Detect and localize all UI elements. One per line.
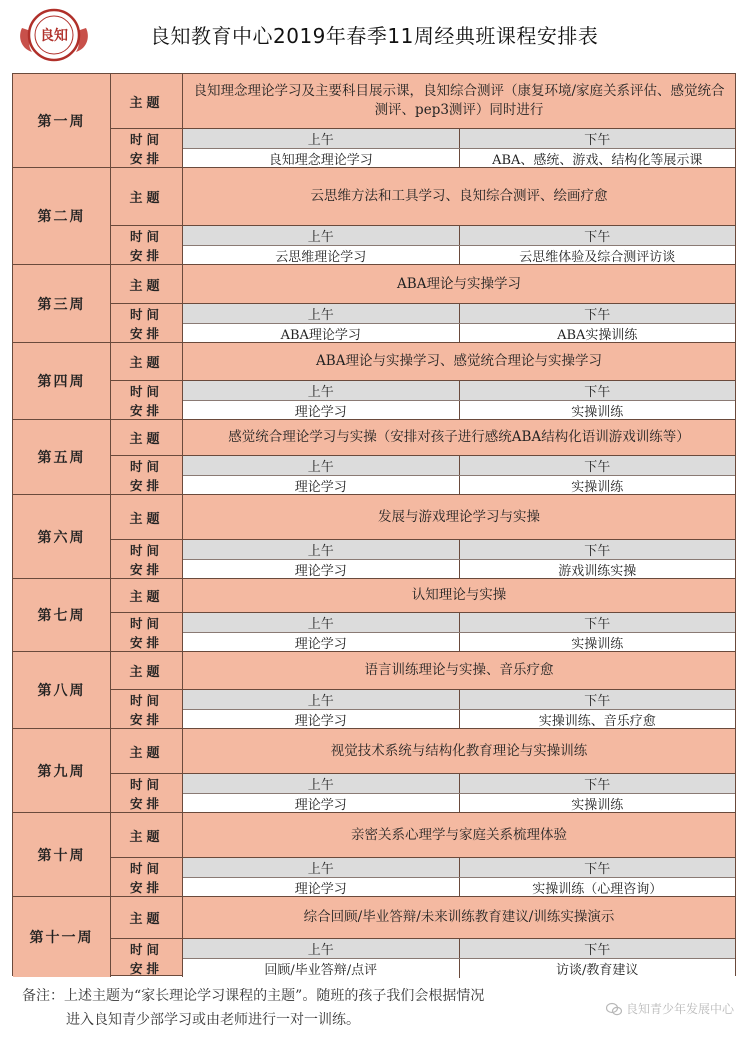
week-label: 第四周 [13, 343, 111, 419]
theme-label: 主题 [111, 495, 183, 539]
week-label: 第一周 [13, 74, 111, 167]
footnote-line-1: 备注：上述主题为“家长理论学习课程的主题”。随班的孩子我们会根据情况 [22, 988, 485, 1004]
afternoon-cell: 下午 [584, 544, 611, 559]
week-theme: 发展与游戏理论学习与实操 [183, 495, 735, 539]
activity-line [183, 710, 735, 729]
schedule-row [111, 381, 735, 419]
activity-line [183, 633, 735, 652]
morning-activity: 理论学习 [183, 794, 460, 813]
schedule-grid [183, 939, 735, 977]
morning-activity: 回顾/毕业答辩/点评 [183, 959, 460, 978]
activity-line [183, 149, 735, 168]
week-theme: ABA理论与实操学习、感觉统合理论与实操学习 [183, 343, 735, 380]
afternoon-activity: 实操训练 [571, 637, 624, 652]
schedule-row [111, 613, 735, 651]
arrangement-label: 安排 [129, 247, 163, 263]
theme-label: 主题 [111, 813, 183, 857]
theme-label: 主题 [111, 652, 183, 689]
schedule-grid [183, 858, 735, 896]
afternoon-activity: 实操训练 [571, 480, 624, 495]
schedule-row [111, 226, 735, 264]
week-theme: 感觉统合理论学习与实操（安排对孩子进行感统ABA结构化语训游戏训练等） [183, 420, 735, 455]
arrangement-label: 安排 [129, 150, 163, 166]
activity-line [183, 324, 735, 343]
time-label: 时间 [129, 131, 163, 147]
theme-label: 主题 [111, 897, 183, 938]
week-body [111, 168, 735, 264]
theme-row [111, 343, 735, 381]
activity-line [183, 878, 735, 897]
schedule-grid [183, 690, 735, 728]
time-line [183, 540, 735, 560]
activity-line [183, 401, 735, 420]
time-label: 时间 [129, 458, 163, 474]
winged-seal-logo-icon [16, 6, 92, 64]
watermark-text: 良知青少年发展中心 [625, 1002, 734, 1016]
week-label: 第五周 [13, 420, 111, 494]
schedule-grid [183, 613, 735, 651]
arrangement-label: 安排 [129, 879, 163, 895]
time-label: 时间 [129, 692, 163, 708]
theme-row [111, 495, 735, 540]
morning-activity: ABA理论学习 [183, 324, 460, 343]
schedule-grid [183, 774, 735, 812]
week-theme: 良知理念理论学习及主要科目展示课，良知综合测评（康复环境/家庭关系评估、感觉统合测评、pep3测评）同时进行 [183, 74, 735, 128]
schedule-grid [183, 226, 735, 264]
schedule-labels [111, 939, 183, 977]
wechat-icon [606, 1002, 622, 1016]
arrangement-label: 安排 [129, 477, 163, 493]
morning-activity: 良知理念理论学习 [183, 149, 460, 168]
morning-activity: 理论学习 [183, 560, 460, 579]
header [0, 0, 748, 70]
week-theme: 认知理论与实操 [183, 579, 735, 612]
afternoon-activity: 实操训练 [571, 405, 624, 420]
activity-line [183, 959, 735, 978]
morning-cell: 上午 [183, 129, 460, 148]
time-line [183, 226, 735, 246]
afternoon-cell: 下午 [584, 308, 611, 323]
week-row [13, 495, 735, 579]
afternoon-cell: 下午 [584, 862, 611, 877]
footnote [22, 984, 484, 1032]
schedule-grid [183, 540, 735, 578]
week-label: 第二周 [13, 168, 111, 264]
theme-label: 主题 [111, 74, 183, 128]
time-line [183, 129, 735, 149]
time-label: 时间 [129, 383, 163, 399]
schedule-labels [111, 690, 183, 728]
time-line [183, 381, 735, 401]
time-label: 时间 [129, 941, 163, 957]
afternoon-cell: 下午 [584, 385, 611, 400]
week-row [13, 813, 735, 897]
time-line [183, 858, 735, 878]
week-theme: 视觉技术系统与结构化教育理论与实操训练 [183, 729, 735, 773]
week-body [111, 495, 735, 578]
arrangement-label: 安排 [129, 561, 163, 577]
afternoon-cell: 下午 [584, 617, 611, 632]
schedule-labels [111, 858, 183, 896]
morning-cell: 上午 [183, 939, 460, 958]
week-row [13, 579, 735, 652]
week-row [13, 729, 735, 813]
theme-label: 主题 [111, 729, 183, 773]
week-body [111, 729, 735, 812]
schedule-labels [111, 226, 183, 264]
schedule-grid [183, 456, 735, 494]
schedule-labels [111, 774, 183, 812]
morning-cell: 上午 [183, 456, 460, 475]
morning-cell: 上午 [183, 774, 460, 793]
time-line [183, 690, 735, 710]
time-label: 时间 [129, 542, 163, 558]
week-label: 第三周 [13, 265, 111, 342]
arrangement-label: 安排 [129, 795, 163, 811]
week-label: 第六周 [13, 495, 111, 578]
week-row [13, 265, 735, 343]
week-row [13, 652, 735, 729]
morning-cell: 上午 [183, 613, 460, 632]
theme-row [111, 813, 735, 858]
afternoon-activity: 实操训练（心理咨询） [532, 882, 663, 897]
arrangement-label: 安排 [129, 402, 163, 418]
page-title: 良知教育中心2019年春季11周经典班课程安排表 [150, 24, 599, 48]
week-label: 第七周 [13, 579, 111, 651]
theme-label: 主题 [111, 168, 183, 225]
time-line [183, 774, 735, 794]
week-body [111, 652, 735, 728]
activity-line [183, 246, 735, 265]
week-body [111, 74, 735, 167]
schedule-labels [111, 304, 183, 342]
week-theme: 语言训练理论与实操、音乐疗愈 [183, 652, 735, 689]
theme-label: 主题 [111, 420, 183, 455]
time-label: 时间 [129, 615, 163, 631]
week-body [111, 265, 735, 342]
time-line [183, 304, 735, 324]
week-row [13, 420, 735, 495]
arrangement-label: 安排 [129, 960, 163, 976]
schedule-labels [111, 613, 183, 651]
theme-row [111, 579, 735, 613]
morning-cell: 上午 [183, 304, 460, 323]
schedule-row [111, 774, 735, 812]
schedule-labels [111, 129, 183, 167]
afternoon-cell: 下午 [584, 230, 611, 245]
time-line [183, 456, 735, 476]
morning-activity: 云思维理论学习 [183, 246, 460, 265]
week-theme: 亲密关系心理学与家庭关系梳理体验 [183, 813, 735, 857]
afternoon-cell: 下午 [584, 133, 611, 148]
schedule-labels [111, 381, 183, 419]
afternoon-activity: 游戏训练实操 [558, 564, 637, 579]
afternoon-activity: ABA、感统、游戏、结构化等展示课 [492, 153, 703, 168]
schedule-row [111, 939, 735, 977]
theme-row [111, 265, 735, 304]
schedule-row [111, 129, 735, 167]
theme-row [111, 729, 735, 774]
week-row [13, 74, 735, 168]
schedule-row [111, 858, 735, 896]
week-theme: 云思维方法和工具学习、良知综合测评、绘画疗愈 [183, 168, 735, 225]
schedule-grid [183, 304, 735, 342]
schedule-grid [183, 381, 735, 419]
week-label: 第九周 [13, 729, 111, 812]
morning-activity: 理论学习 [183, 476, 460, 495]
arrangement-label: 安排 [129, 711, 163, 727]
afternoon-activity: 云思维体验及综合测评访谈 [519, 250, 676, 265]
morning-activity: 理论学习 [183, 633, 460, 652]
schedule-row [111, 690, 735, 728]
week-label: 第八周 [13, 652, 111, 728]
time-line [183, 939, 735, 959]
watermark [606, 1000, 734, 1017]
activity-line [183, 560, 735, 579]
activity-line [183, 794, 735, 813]
week-row [13, 168, 735, 265]
theme-row [111, 897, 735, 939]
week-theme: ABA理论与实操学习 [183, 265, 735, 303]
morning-cell: 上午 [183, 858, 460, 877]
week-body [111, 420, 735, 494]
schedule-row [111, 540, 735, 578]
footnote-line-2: 进入良知青少部学习或由老师进行一对一训练。 [66, 1012, 360, 1028]
morning-activity: 理论学习 [183, 401, 460, 420]
afternoon-activity: 实操训练、音乐疗愈 [538, 714, 656, 729]
theme-row [111, 420, 735, 456]
time-label: 时间 [129, 228, 163, 244]
time-label: 时间 [129, 776, 163, 792]
theme-label: 主题 [111, 265, 183, 303]
schedule-row [111, 456, 735, 494]
theme-row [111, 168, 735, 226]
theme-row [111, 652, 735, 690]
afternoon-activity: 访谈/教育建议 [556, 963, 639, 978]
morning-cell: 上午 [183, 381, 460, 400]
afternoon-cell: 下午 [584, 694, 611, 709]
week-label: 第十一周 [13, 897, 111, 977]
morning-cell: 上午 [183, 226, 460, 245]
schedule-row [111, 304, 735, 342]
theme-label: 主题 [111, 343, 183, 380]
schedule-labels [111, 540, 183, 578]
schedule-labels [111, 456, 183, 494]
arrangement-label: 安排 [129, 634, 163, 650]
afternoon-activity: ABA实操训练 [557, 328, 638, 343]
logo-text: 良知 [40, 28, 68, 44]
week-row [13, 897, 735, 977]
time-line [183, 613, 735, 633]
week-body [111, 897, 735, 977]
week-body [111, 813, 735, 896]
week-body [111, 579, 735, 651]
activity-line [183, 476, 735, 495]
schedule-table [12, 73, 736, 976]
morning-activity: 理论学习 [183, 878, 460, 897]
theme-label: 主题 [111, 579, 183, 612]
afternoon-activity: 实操训练 [571, 798, 624, 813]
morning-activity: 理论学习 [183, 710, 460, 729]
time-label: 时间 [129, 860, 163, 876]
week-row [13, 343, 735, 420]
morning-cell: 上午 [183, 540, 460, 559]
schedule-grid [183, 129, 735, 167]
week-label: 第十周 [13, 813, 111, 896]
morning-cell: 上午 [183, 690, 460, 709]
afternoon-cell: 下午 [584, 778, 611, 793]
afternoon-cell: 下午 [584, 460, 611, 475]
arrangement-label: 安排 [129, 325, 163, 341]
time-label: 时间 [129, 306, 163, 322]
week-body [111, 343, 735, 419]
week-theme: 综合回顾/毕业答辩/未来训练教育建议/训练实操演示 [183, 897, 735, 938]
afternoon-cell: 下午 [584, 943, 611, 958]
theme-row [111, 74, 735, 129]
